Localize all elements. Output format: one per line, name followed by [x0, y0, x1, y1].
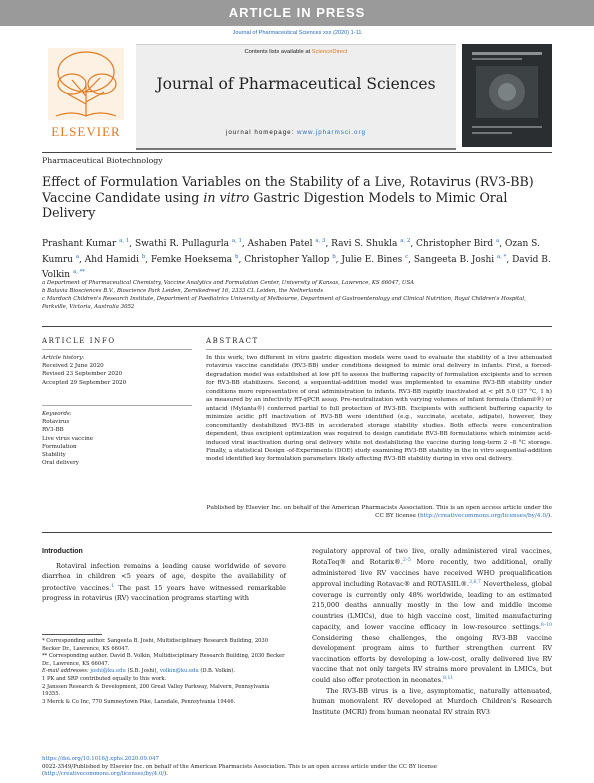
author-affiliation-mark[interactable]: a [75, 253, 80, 260]
license-link[interactable]: http://creativecommons.org/licenses/by/4.0/ [419, 513, 548, 520]
intro-paragraph: regulatory approval of two live, orally administered viral vaccines, RotaTeq® and Rotarix®.$^{2-5}$ More recently, two additional, orally administered live RV vaccines have received WHO prequalification approval including Rotavac® and ROTASIIL®.$^{3,6,7}$ Nevertheless, global coverage is currently only 48% worldwide, leading to an estimated 215,000 deaths annually mostly in the low and middle income countries (LMICs), due to high vaccine cost, limited manufacturing capacity, and lower vaccine efficacy in low-resource settings.$^{8-10}$ Considering these challenges, the ongoing RV3-BB vaccine development program aims to further strengthen current RV vaccination efforts by developing a low-cost, orally delivered live RV vaccine that not only targets RV strains more prevalent in LMICs, but could also offer protection in neonates.$^{8,11}$ [312, 547, 552, 685]
svg-text:ELSEVIER: ELSEVIER [51, 124, 121, 139]
author-name[interactable]: Femke Hoeksema $^b$ [151, 253, 239, 265]
info-rule [42, 349, 192, 350]
author-affiliation-mark[interactable]: a, ** [72, 269, 86, 276]
author-affiliation-mark[interactable]: b [332, 253, 336, 260]
contents-line: Contents lists available at ScienceDirect [244, 49, 348, 55]
citation-ref[interactable]: 8–10 [540, 623, 552, 629]
author-name[interactable]: Ozan S. Kumru $^a$ [42, 239, 540, 265]
footnote-rule [42, 634, 102, 635]
article-history [42, 354, 192, 387]
keyword: Rotavirus [42, 419, 70, 426]
keyword: Oral delivery [42, 460, 79, 467]
footnotes [42, 638, 286, 706]
affiliation-b: b Batavia Biosciences B.V., Bioscience Park Leiden, Zernikedreef 16, 2333 CL Leiden, the Netherlands [42, 288, 324, 294]
email-link[interactable]: joshi@ku.edu [90, 668, 126, 675]
author-name[interactable]: Prashant Kumar $^{a, 1}$ [42, 238, 130, 249]
author-affiliation-mark[interactable]: a, * [497, 253, 507, 260]
author-name[interactable]: Ravi S. Shukla $^{a, 2}$ [331, 238, 411, 249]
author-affiliation-mark[interactable]: a, 1 [119, 238, 130, 244]
history-received: Received 2 June 2020 [42, 363, 104, 370]
author-name[interactable]: Christopher Yallop $^b$ [244, 253, 336, 265]
abstract-heading: ABSTRACT [206, 337, 259, 345]
author-name[interactable]: Christopher Bird $^a$ [416, 238, 500, 249]
author-name[interactable]: Julie E. Bines $^c$ [341, 253, 409, 265]
keyword: Formulation [42, 443, 77, 450]
journal-masthead [42, 44, 552, 147]
author-name[interactable]: Ashaben Patel $^{a, 3}$ [247, 238, 326, 249]
keywords-label: Keywords: [42, 411, 72, 417]
author-name[interactable]: Sangeeta B. Joshi $^{a, *}$ [413, 253, 507, 265]
journal-title: Journal of Pharmaceutical Sciences [156, 75, 436, 93]
abstract-bottom-divider [42, 532, 552, 533]
footnote-1: 1 PK and SRP contributed equally to this work. [42, 675, 167, 682]
affiliation-a: a Department of Pharmaceutical Chemistry, Vaccine Analytics and Formulation Center, University of Kansas, Lawrence, KS 66047, USA [42, 280, 415, 286]
abstract-text: In this work, two different in vitro gastric digestion models were used to evaluate the stability of a live attenuated rotavirus vaccine candidate (RV3-BB) under conditions designed to mimic oral delivery in infants. First, a forced-degradation model was established at low pH to assess the buffering capacity of formulation excipients and to screen for RV3-BB stabilizers. Second, a sequential-addition model was implemented to examine RV3-BB stability under conditions more representative of oral administration to infants. RV3-BB rapidly inactivated at < pH 5.0 (37 °C, 1 h) as measured by an infectivity RT-qPCR assay. Pre-neutralization with varying volumes of infant formula (Enfamil®) or antacid (Mylanta®) conferred partial to full protection of RV3-BB. Excipients with sufficient buffering capacity to minimize acidic pH inactivation of RV3-BB were identified (e.g., succinate, acetate, adipate), however, they concomitantly destabilized RV3-BB in accelerated storage stability studies. Both effects were concentration dependent, thus excipient optimization was required to design candidate RV3-BB formulations which minimize acid-induced viral inactivation during oral delivery while not destabilizing the vaccine during long-term 2 –8 °C storage. Finally, a statistical Design -of-Experiments (DOE) study examining RV3-BB stability in the in vitro sequential-addition model identified key formulation parameters likely affecting RV3-BB stability during in vivo oral delivery. [206, 355, 552, 463]
journal-citation[interactable]: Journal of Pharmaceutical Sciences xxx (2020) 1-11 [232, 30, 362, 36]
affiliations [42, 279, 552, 311]
journal-cover-image [462, 44, 552, 147]
citation-ref[interactable]: 8,11 [443, 676, 454, 682]
author-affiliation-mark[interactable]: a, 3 [315, 238, 326, 244]
journal-homepage: journal homepage: www.jpharmsci.org [226, 129, 366, 136]
author-affiliation-mark[interactable]: a [496, 238, 500, 244]
doi-link[interactable]: https://doi.org/10.1016/j.xphs.2020.09.047 [42, 756, 159, 762]
footnote-corresponding-1: * Corresponding author. Sangeeta B. Joshi, Multidisciplinary Research Building, 2030 Becker Dr., Lawrence, KS 66047. [42, 638, 269, 652]
article-info-heading: ARTICLE INFO [42, 337, 116, 345]
author-affiliation-mark[interactable]: a, 1 [231, 238, 242, 244]
copyright-license-link[interactable]: http://creativecommons.org/licenses/by/4.0/ [44, 771, 165, 778]
introduction-heading: Introduction [42, 548, 83, 555]
author-name[interactable]: David B. Volkin $^{a, **}$ [42, 254, 551, 281]
header-divider [42, 152, 552, 153]
citation-ref[interactable]: 3,6,7 [469, 580, 481, 586]
footnote-emails: E-mail addresses: joshi@ku.edu (S.B. Joshi), volkin@ku.edu (D.B. Volkin). [42, 668, 236, 675]
intro-column-right [312, 546, 552, 717]
author-affiliation-mark[interactable]: a, 2 [400, 238, 411, 244]
history-revised: Revised 23 September 2020 [42, 371, 123, 378]
keywords [42, 410, 192, 467]
intro-paragraph: The RV3-BB virus is a live, asymptomatic, naturally attenuated, human monovalent RV developed at Murdoch Children's Research Institute (MCRI) from human neonatal RV strain RV3 [312, 687, 552, 716]
article-title: Effect of Formulation Variables on the Stability of a Live, Rotavirus (RV3-BB) Vaccine Candidate using in vitro Gastric Digestion Models to Mimic Oral Delivery [42, 174, 534, 221]
article-in-press-banner: ARTICLE IN PRESS [0, 0, 594, 26]
journal-cover-icon [462, 44, 552, 147]
article-section: Pharmaceutical Biotechnology [42, 156, 163, 165]
footnote-corresponding-2: ** Corresponding author. David B. Volkin, Multidisciplinary Research Building, 2030 Becker Dr., Lawrence, KS 66047. [42, 653, 285, 667]
citation-ref[interactable]: 2–5 [402, 558, 411, 564]
author-affiliation-mark[interactable]: b [235, 253, 239, 260]
history-label: Article history: [42, 355, 85, 361]
author-name[interactable]: Ahd Hamidi $^b$ [84, 253, 146, 265]
footnote-2: 2 Janssen Research & Development, 200 Great Valley Parkway, Malvern, Pennsylvania 19355. [42, 683, 270, 698]
elsevier-tree-icon [42, 44, 130, 147]
keyword: Stability [42, 452, 66, 459]
keyword: Live virus vaccine [42, 435, 94, 442]
keywords-rule [42, 405, 192, 406]
citation-ref[interactable]: 1 [111, 583, 115, 589]
keyword: RV3-BB [42, 427, 64, 434]
journal-header-box [136, 44, 456, 150]
author-name[interactable]: Swathi R. Pullagurla $^{a, 1}$ [134, 238, 242, 249]
history-accepted: Accepted 29 September 2020 [42, 379, 127, 386]
license-statement: Published by Elsevier Inc. on behalf of the American Pharmacists Association. This is an open access article under the CC BY license (http://creativecommons.org/licenses/by/4.0/). [206, 505, 552, 520]
intro-column-left: Rotaviral infection remains a leading cause worldwide of severe diarrhea in children <5 years of age, despite the availability of protective vaccines.$^1$ The past 15 years have witnessed remarkable progress in rotavirus (RV) vaccination programs starting with [42, 562, 286, 603]
author-affiliation-mark[interactable]: b [141, 253, 146, 260]
sciencedirect-link[interactable]: ScienceDirect [311, 49, 348, 55]
info-divider [42, 326, 552, 327]
email-link[interactable]: volkin@ku.edu [159, 668, 199, 675]
homepage-link[interactable]: www.jpharmsci.org [297, 129, 366, 136]
footnote-3: 3 Merck & Co Inc, 770 Sumneytown Pike, Lansdale, Pennsylvania 19446. [42, 698, 236, 705]
affiliation-c: c Murdoch Children's Research Institute, Department of Paediatrics University of Melbourne, Department of Gastroenterology and Clinical Nutrition, Royal Children's Hospital, Parkville, Victoria, Australia 3052 [42, 296, 526, 310]
author-list: Prashant Kumar $^{a, 1}$, Swathi R. Pullagurla $^{a, 1}$, Ashaben Patel $^{a, 3}$, Ravi S. Shukla $^{a, 2}$, Christopher Bird $^a$, Ozan S. Kumru $^a$, Ahd Hamidi $^b$, Femke Hoeksema $^b$, Christopher Yallop $^b$, Julie E. Bines $^c$, Sangeeta B. Joshi $^{a, *}$, David B. Volkin $^{a, **}$ [42, 238, 551, 281]
abstract-rule [206, 349, 552, 350]
author-affiliation-mark[interactable]: c [405, 253, 409, 260]
elsevier-logo[interactable] [42, 44, 130, 147]
doi-footer: https://doi.org/10.1016/j.xphs.2020.09.047 0022-3549/Published by Elsevier Inc. on behalf of the American Pharmacists Association. This is an open access article under the CC BY license (http://creativecommons.org/licenses/by/4.0/). [42, 756, 552, 779]
